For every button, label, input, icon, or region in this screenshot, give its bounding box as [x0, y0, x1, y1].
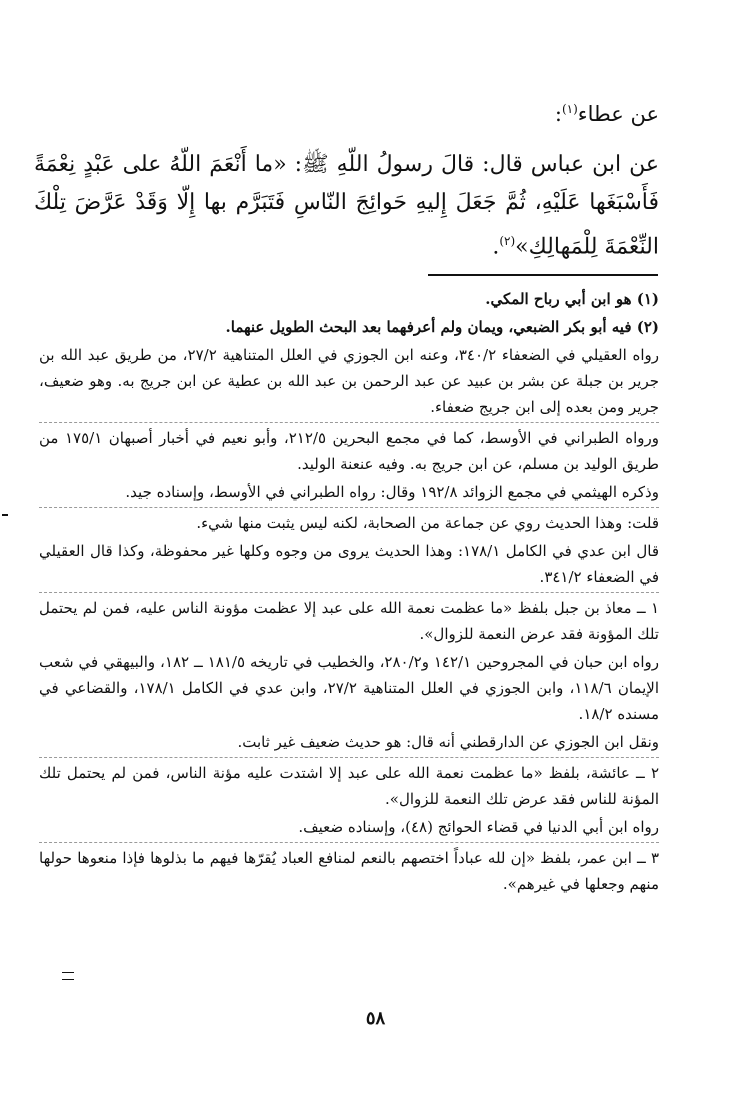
footnote-paragraph: وذكره الهيثمي في مجمع الزوائد ١٩٢/٨ وقال: رواه الطبراني في الأوسط، وإسناده جيد. [125, 483, 659, 501]
footnote-1: (١) هو ابن أبي رباح المكي. [485, 290, 659, 308]
page-number: ٥٨ [365, 1008, 386, 1029]
footnote-paragraph: ونقل ابن الجوزي عن الدارقطني أنه قال: هو حديث ضعيف غير ثابت. [237, 733, 659, 751]
margin-mark [62, 972, 74, 980]
footnote-paragraph: ١ ــ معاذ بن جبل بلفظ «ما عظمت نعمة الله على عبد إلا عظمت مؤونة الناس عليه، فمن لم يحتمل تلك المؤونة فقد عرض النعمة للزوال». [39, 592, 659, 647]
heading-text: عن عطاء [577, 102, 659, 126]
section-heading [59, 94, 659, 129]
footnote-paragraph: رواه العقيلي في الضعفاء ٣٤٠/٢، وعنه ابن الجوزي في العلل المتناهية ٢٧/٢، من طريق عبد الله بن جرير بن جبلة عن بشر بن عبيد عن عبد الرحمن بن عبد الله بن عطية عن ابن جريج به. وهو ضعيف، جرير ومن بعده إلى ابن جريج ضعفاء. [39, 346, 659, 416]
footnote-separator-rule [428, 274, 658, 276]
margin-mark [2, 514, 8, 516]
footnote-paragraph: قلت: وهذا الحديث روي عن جماعة من الصحابة، لكنه ليس يثبت منها شيء. [39, 507, 659, 536]
hadith-text: عن ابن عباس قال: قالَ رسولُ اللّهِ ﷺ: «ما أَنْعَمَ اللّهُ على عَبْدٍ نِعْمَةً فَأَسْبَغَها عَلَيْهِ، ثُمَّ جَعَلَ إِليهِ حَوائِجَ النّاسِ فَتَبَرَّم بها إِلّا وَقَدْ عَرَّضَ تِلْكَ النِّعْمَةَ لِلْمَهالِكِ» [34, 152, 659, 260]
footnotes-block [39, 286, 659, 899]
hadith-footnote-ref: (٢) [499, 234, 516, 248]
footnote-paragraph: ورواه الطبراني في الأوسط، كما في مجمع البحرين ٢١٢/٥، وأبو نعيم في أخبار أصبهان ١٧٥/١ من طريق الوليد بن مسلم، عن ابن جريج به. وفيه عنعنة الوليد. [39, 422, 659, 477]
footnote-paragraph: قال ابن عدي في الكامل ١٧٨/١: وهذا الحديث يروى من وجوه وكلها غير محفوظة، وكذا قال العقيلي في الضعفاء ٣٤١/٢. [39, 542, 659, 586]
heading-colon: : [554, 102, 562, 126]
hadith-text-block [34, 146, 659, 266]
footnote-paragraph: ٢ ــ عائشة، بلفظ «ما عظمت نعمة الله على عبد إلا اشتدت عليه مؤنة الناس، فمن لم يحتمل تلك المؤنة للناس فقد عرض تلك النعمة للزوال». [39, 757, 659, 812]
footnote-paragraph: ٣ ــ ابن عمر، بلفظ «إن لله عباداً اختصهم بالنعم لمنافع العباد يُقرّها فيهم ما بذلوها فإذا منعوها حولها منهم وجعلها في غيرهم». [39, 842, 659, 897]
heading-footnote-ref: (١) [561, 102, 578, 116]
footnote-paragraph: رواه ابن أبي الدنيا في قضاء الحوائج (٤٨)، وإسناده ضعيف. [298, 818, 659, 836]
footnote-2: (٢) فيه أبو بكر الضبعي، ويمان ولم أعرفهما بعد البحث الطويل عنهما. [225, 318, 659, 336]
hadith-end: . [492, 234, 500, 260]
footnote-paragraph: رواه ابن حبان في المجروحين ١٤٢/١ و٢٨٠/٢، والخطيب في تاريخه ١٨١/٥ ــ ١٨٢، والبيهقي في شعب الإيمان ١١٨/٦، وابن الجوزي في العلل المتناهية ٢٧/٢، وابن عدي في الكامل ١٧٨/١، والقضاعي في مسنده ١٨/٢. [39, 653, 660, 723]
